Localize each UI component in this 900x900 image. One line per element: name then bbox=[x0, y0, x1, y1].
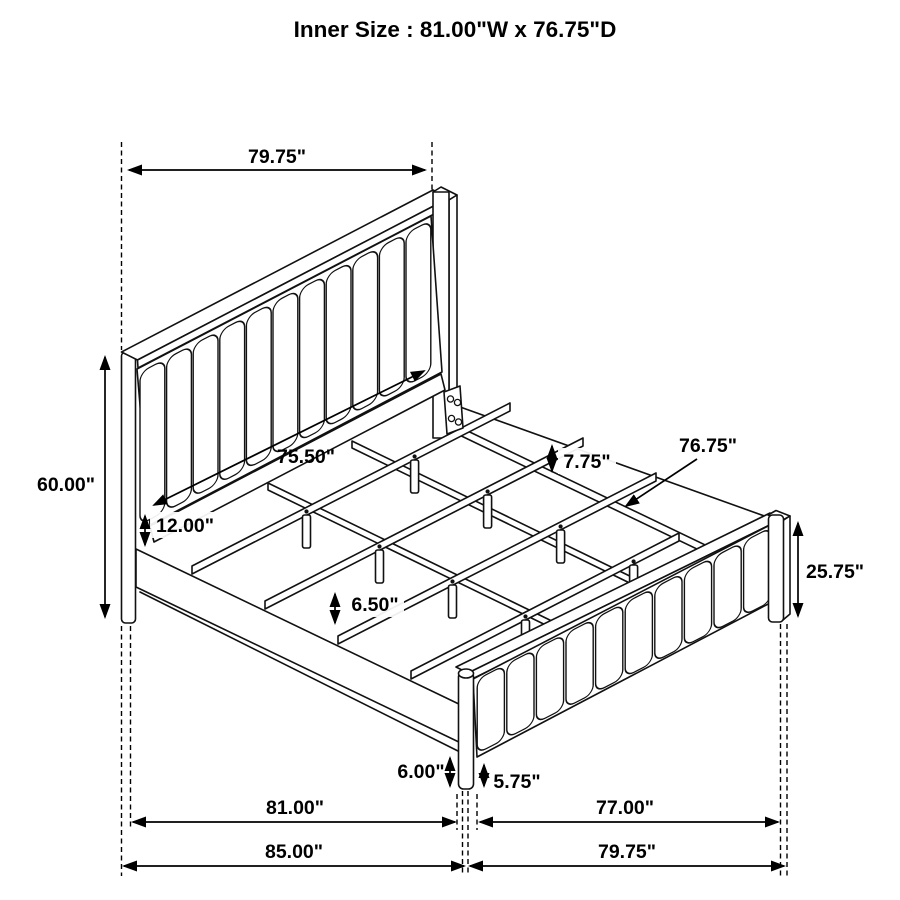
slat-leg bbox=[411, 460, 419, 493]
dim-top-width-label: 79.75" bbox=[247, 146, 307, 168]
bed-drawing bbox=[122, 187, 791, 789]
slat-leg bbox=[303, 515, 311, 548]
dim-frame-clearance bbox=[397, 758, 450, 786]
slat-leg bbox=[449, 585, 457, 618]
dim-slat-support-height bbox=[335, 592, 404, 623]
dim-leg-height-label: 5.75" bbox=[493, 771, 541, 793]
headboard-bracket bbox=[444, 386, 463, 434]
footboard-front-post-cap bbox=[459, 669, 474, 678]
dim-slat-support-height-label: 6.50" bbox=[351, 594, 399, 616]
dim-overall-width-label: 85.00" bbox=[264, 841, 324, 863]
dim-footboard-height bbox=[798, 523, 864, 616]
dim-inner-depth-front-label: 77.00" bbox=[595, 797, 655, 819]
dim-inner-width-label: 81.00" bbox=[265, 797, 325, 819]
slat-leg bbox=[376, 550, 384, 583]
dim-headboard-height-label: 60.00" bbox=[36, 474, 96, 496]
footboard-front-post bbox=[459, 672, 474, 789]
dim-headboard-height bbox=[37, 357, 105, 617]
dim-leg-height bbox=[484, 765, 541, 793]
dim-overall-depth bbox=[470, 841, 784, 866]
dim-rail-drop bbox=[552, 446, 616, 474]
slat-leg bbox=[557, 530, 565, 563]
bracket-plate bbox=[444, 386, 463, 434]
footboard-right-post bbox=[769, 515, 784, 622]
dim-frame-clearance-label: 6.00" bbox=[397, 761, 445, 783]
dim-inner-width bbox=[133, 797, 455, 822]
slat-leg bbox=[484, 495, 492, 528]
page-title: Inner Size : 81.00"W x 76.75"D bbox=[293, 17, 617, 42]
dim-overall-depth-label: 79.75" bbox=[597, 841, 657, 863]
dim-rail-drop-label: 7.75" bbox=[563, 451, 611, 473]
left-side-rail bbox=[136, 549, 463, 744]
dim-overall-width bbox=[124, 841, 464, 866]
dim-footboard-height-label: 25.75" bbox=[806, 561, 865, 583]
dim-side-rail-length-label: 76.75" bbox=[678, 435, 738, 457]
dim-top-width bbox=[129, 146, 425, 170]
dim-headboard-panel-width-label: 75.50" bbox=[276, 446, 336, 468]
dim-inner-depth-front bbox=[480, 797, 778, 822]
headboard-left-post bbox=[122, 352, 136, 623]
dim-side-rail-length bbox=[626, 435, 737, 506]
dim-panel-to-rail-label: 12.00" bbox=[155, 515, 215, 537]
